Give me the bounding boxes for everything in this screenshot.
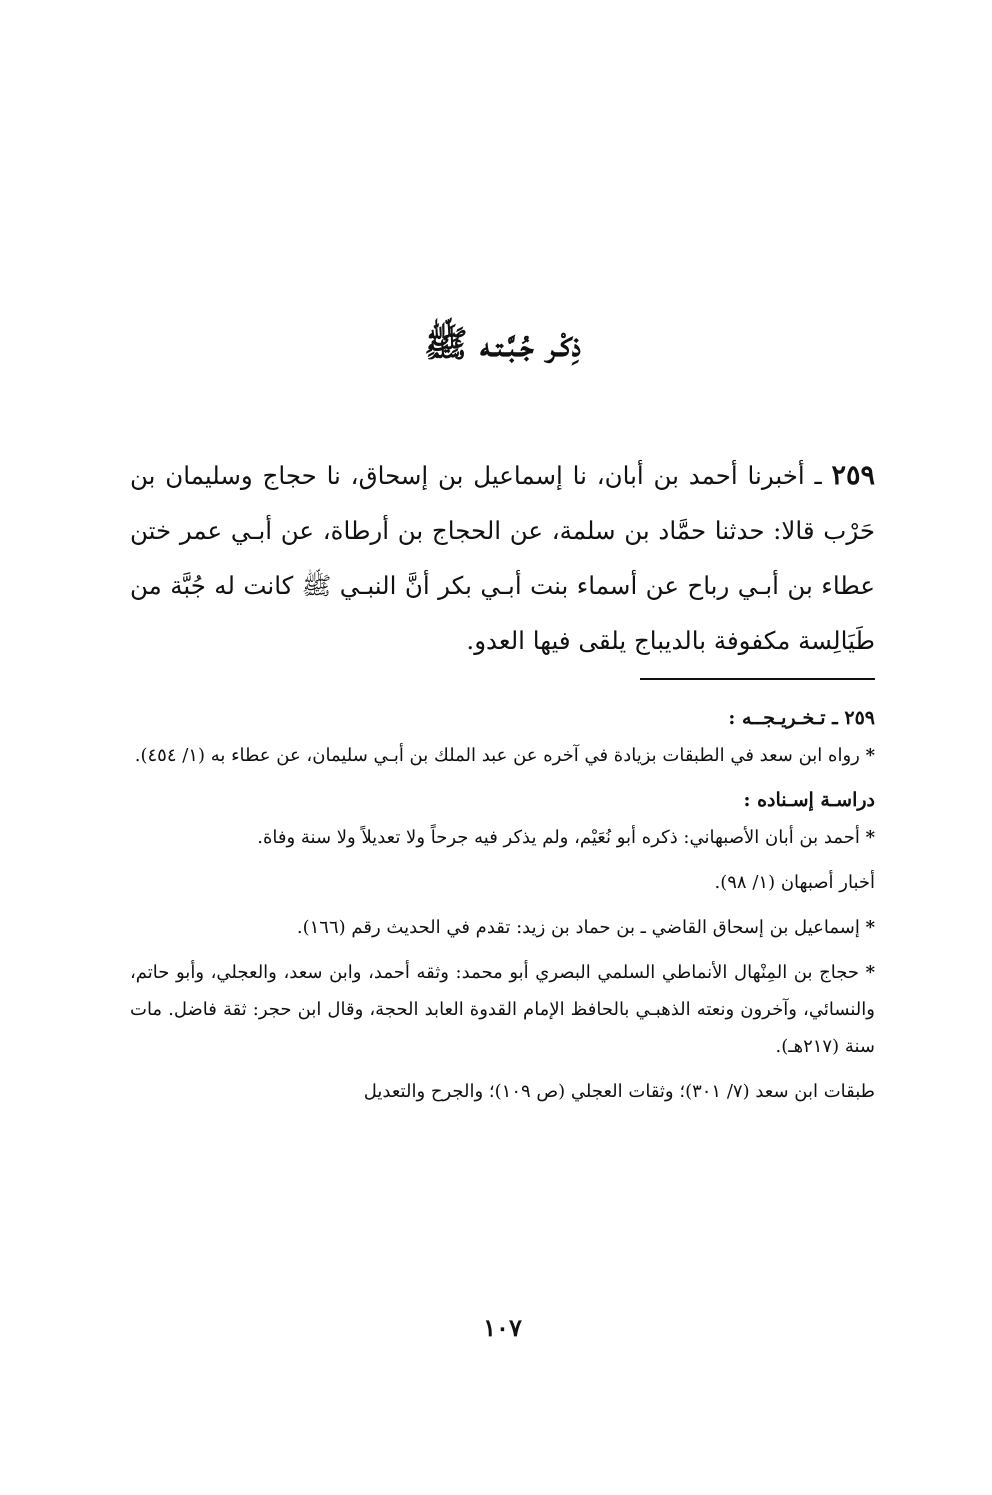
takhrij-entry xyxy=(130,737,875,774)
takhrij-heading: ٢٥٩ ـ تـخـريـجــه : xyxy=(728,707,875,729)
narrator-entry-3 xyxy=(130,954,875,1065)
hadith-text: ـ أخبرنا أحمد بن أبان، نا إسماعيل بن إسحاق، نا حجاج وسليمان بن حَرْب قالا: حدثنا حمَّاد بن سلمة، عن الحجاج بن أرطاة، عن أبـي عمر ختن عطاء بن أبـي رباح عن أسماء بنت أبـي بكر أنَّ النبـي ﷺ كانت له جُبَّة من طَيَالِسة مكفوفة بالديباج يلقى فيها العدو. xyxy=(130,461,875,655)
narrator-1-text: أحمد بن أبان الأصبهاني: ذكره أبو نُعَيْم، ولم يذكر فيه جرحاً ولا تعديلاً ولا سنة وفاة. xyxy=(257,827,860,848)
page-number: ١٠٧ xyxy=(483,1313,522,1342)
narrator-2-text: إسماعيل بن إسحاق القاضي ـ بن حماد بن زيد: تقدم في الحديث رقم (١٦٦). xyxy=(296,917,860,938)
narrator-1-source: أخبار أصبهان (١/ ٩٨). xyxy=(714,872,875,893)
bullet-icon: * xyxy=(865,917,875,938)
footnotes xyxy=(130,700,875,1110)
narrator-3-text: حجاج بن المِنْهال الأنماطي السلمي البصري أبو محمد: وثقه أحمد، وابن سعد، والعجلي، وأبو حاتم، والنسائي، وآخرون ونعته الذهبـي بالحافظ الإمام القدوة العابد الحجة، وقال ابن حجر: ثقة فاضل. مات سنة (٢١٧هـ). xyxy=(130,962,875,1057)
section-title: ذِكْـر جُـبَّـتـه ﷺ xyxy=(424,323,581,365)
bullet-icon: * xyxy=(865,745,875,766)
hadith-number: ٢٥٩ xyxy=(831,460,875,491)
narrator-entry-1 xyxy=(130,819,875,856)
bullet-icon: * xyxy=(865,827,875,848)
narrator-entry-2 xyxy=(130,909,875,946)
hadith-paragraph xyxy=(130,448,875,668)
dirasa-heading: دراسـة إسـناده : xyxy=(743,789,875,811)
footnote-separator xyxy=(640,678,875,680)
takhrij-text: رواه ابن سعد في الطبقات بزيادة في آخره عن عبد الملك بن أبـي سليمان، عن عطاء به (١/ ٤٥٤). xyxy=(134,745,860,766)
narrator-3-source: طبقات ابن سعد (٧/ ٣٠١)؛ وثقات العجلي (ص ١٠٩)؛ والجرح والتعديل xyxy=(363,1081,875,1102)
bullet-icon: * xyxy=(865,962,875,983)
